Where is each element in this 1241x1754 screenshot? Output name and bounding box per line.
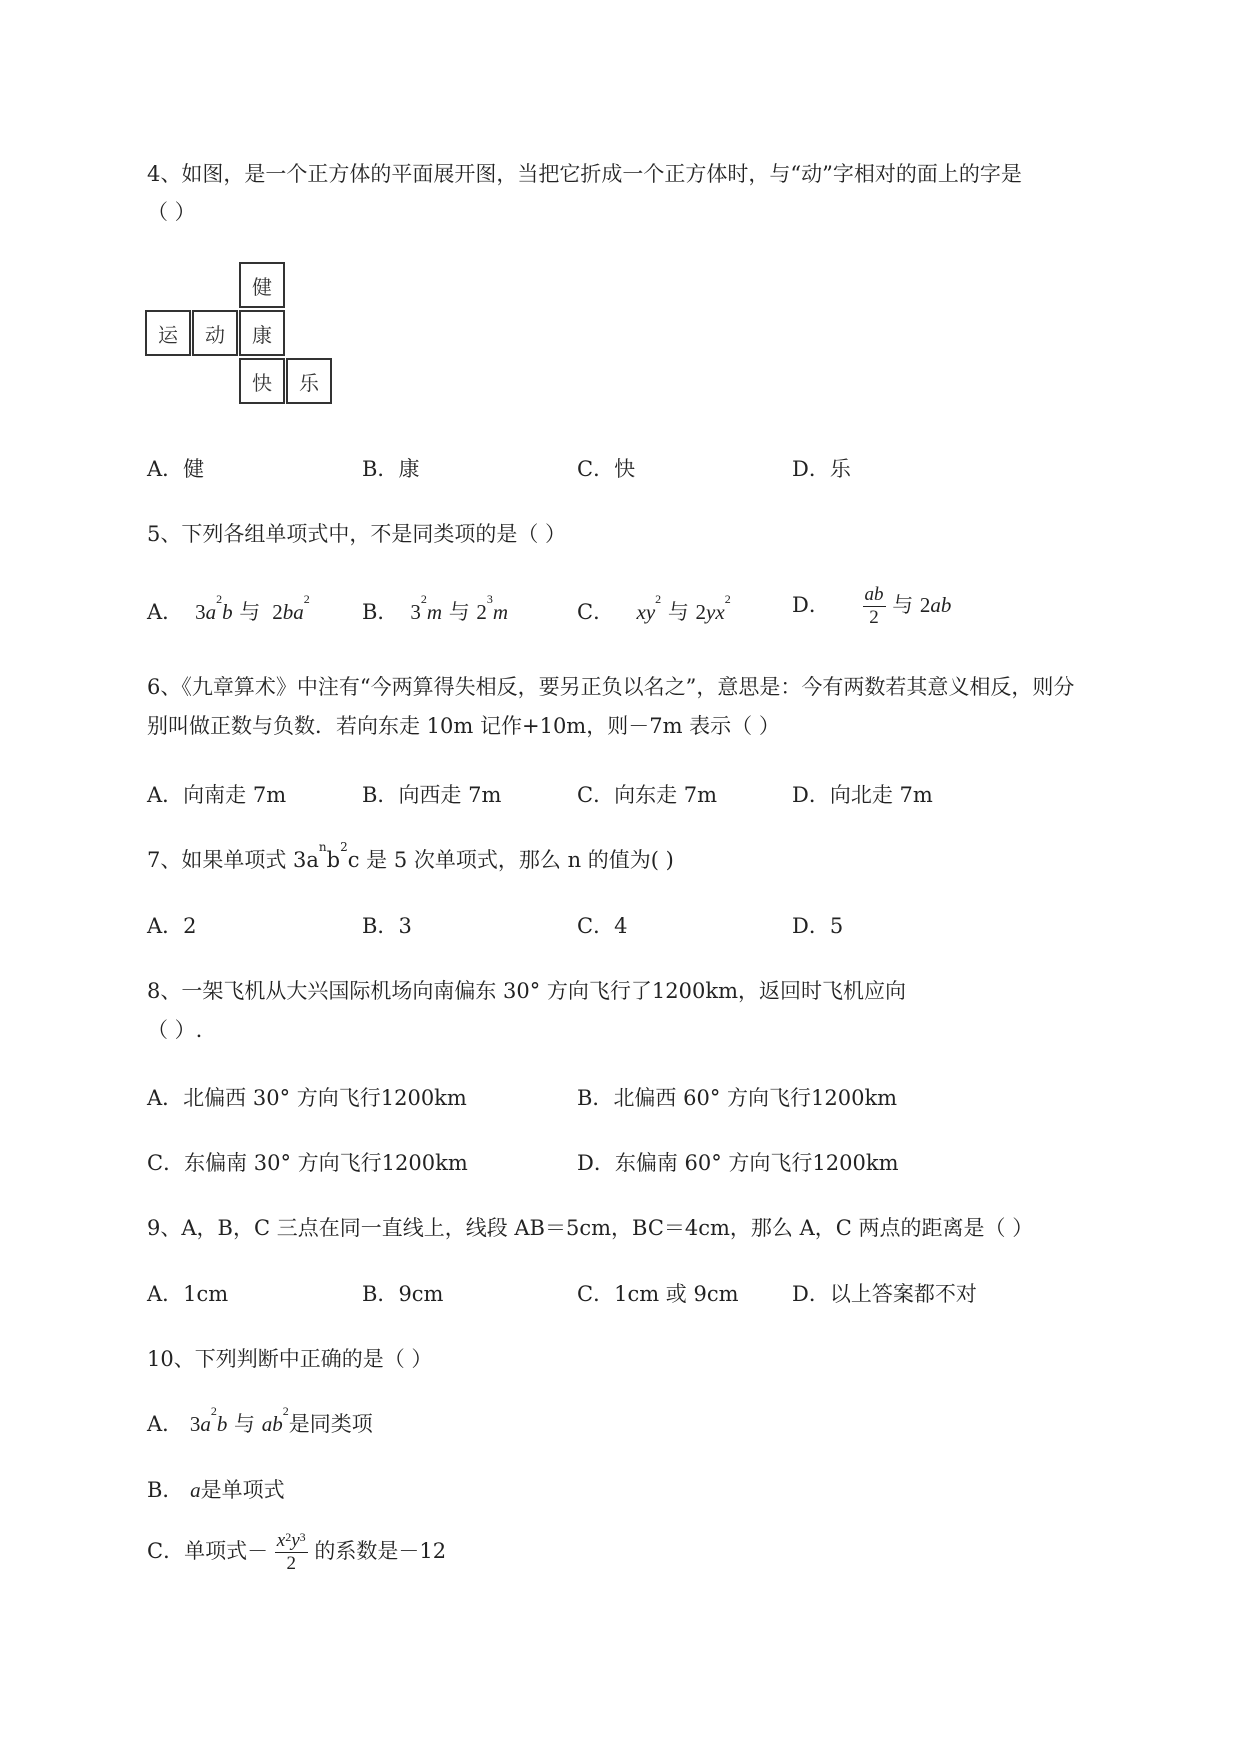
option-letter: A． <box>147 914 184 938</box>
with-word: 与 <box>448 600 470 624</box>
q6-option-d[interactable] <box>792 779 933 809</box>
option-text: 向北走 7m <box>829 783 933 807</box>
option-text: 北偏西 60° 方向飞行1200km <box>613 1086 898 1110</box>
math-expr: $3a^2b$ <box>189 1404 228 1436</box>
math-expr: $3a^2b$ <box>189 592 233 624</box>
net-cell-bottom-right: 乐 <box>286 358 332 404</box>
option-text: 东偏南 60° 方向飞行1200km <box>614 1151 899 1175</box>
option-letter: A． <box>147 1086 184 1110</box>
option-letter: D． <box>792 1282 830 1306</box>
exponent: n <box>318 840 327 854</box>
net-cell-left1: 运 <box>145 310 191 356</box>
q7-stem-part: 7、如果单项式 3a <box>147 848 319 872</box>
option-text: 健 <box>183 457 205 481</box>
option-text: 向西走 7m <box>398 783 502 807</box>
option-text: 的系数是－12 <box>314 1539 447 1563</box>
q8-option-c[interactable] <box>147 1147 468 1177</box>
option-letter: D． <box>792 783 830 807</box>
net-cell-left2: 动 <box>192 310 238 356</box>
math-expr: $2yx^2$ <box>695 592 731 624</box>
option-letter: C． <box>577 457 615 481</box>
q6-line2: 别叫做正数与负数．若向东走 10m 记作+10m，则－7m 表示（ ） <box>147 714 780 738</box>
option-text: 东偏南 30° 方向飞行1200km <box>184 1151 468 1175</box>
q9-option-a[interactable] <box>147 1278 228 1308</box>
q8-option-d[interactable] <box>577 1147 899 1177</box>
option-text: 是单项式 <box>200 1478 285 1502</box>
q10-option-a[interactable] <box>147 1404 373 1438</box>
with-word: 与 <box>892 593 914 617</box>
option-letter: C． <box>577 1282 615 1306</box>
option-letter: A． <box>147 783 184 807</box>
option-letter: B． <box>362 600 399 624</box>
with-word: 与 <box>667 600 689 624</box>
q9-option-b[interactable] <box>362 1278 443 1308</box>
option-letter: A． <box>147 1282 184 1306</box>
fraction-ab-over-2: $\frac{ab}{2}$ <box>864 584 884 628</box>
q8-line1: 8、一架飞机从大兴国际机场向南偏东 30° 方向飞行了1200km，返回时飞机应向 <box>147 979 907 1003</box>
q4-option-c[interactable] <box>577 453 635 483</box>
net-cell-center: 康 <box>239 310 285 356</box>
q5-option-b[interactable] <box>362 592 509 626</box>
q7-stem-part: b <box>326 848 341 872</box>
math-expr: $ab^2$ <box>261 1404 289 1436</box>
option-letter: B． <box>362 783 399 807</box>
option-text: 5 <box>829 914 844 938</box>
option-letter: B． <box>577 1086 614 1110</box>
option-text: 乐 <box>829 457 851 481</box>
option-letter: C． <box>577 914 615 938</box>
fraction-x2y3-over-2: $\frac{x^2y^3}{2}$ <box>276 1530 306 1574</box>
option-letter: C． <box>147 1151 185 1175</box>
exponent: 2 <box>340 840 348 854</box>
q4-blank: （ ） <box>147 200 196 224</box>
q7-stem <box>147 840 674 874</box>
option-text: 北偏西 30° 方向飞行1200km <box>183 1086 467 1110</box>
option-text: 以上答案都不对 <box>829 1282 977 1306</box>
math-expr: $3^2m$ <box>405 592 443 624</box>
option-text: 1cm <box>183 1282 229 1306</box>
q7-stem-part: c 是 5 次单项式，那么 n 的值为( ) <box>347 848 674 872</box>
option-letter: A． <box>147 457 184 481</box>
option-letter: B． <box>362 914 399 938</box>
q9-stem: 9、A，B，C 三点在同一直线上，线段 AB＝5cm，BC＝4cm，那么 A，C 两点的距离是（ ） <box>147 1216 1034 1240</box>
option-text: 向东走 7m <box>614 783 718 807</box>
option-letter: B． <box>147 1478 184 1502</box>
cube-net-figure <box>145 262 335 407</box>
net-cell-top: 健 <box>239 262 285 308</box>
q10-option-c[interactable] <box>147 1530 446 1575</box>
q6-line1: 6、《九章算术》中注有“今两算得失相反，要另正负以名之”，意思是：今有两数若其意义相反，则分 <box>147 675 1075 699</box>
option-text: 康 <box>398 457 420 481</box>
option-letter: A． <box>147 1412 184 1436</box>
q6-option-b[interactable] <box>362 779 501 809</box>
q5-option-c[interactable] <box>577 592 731 626</box>
q6-option-c[interactable] <box>577 779 717 809</box>
option-text: 9cm <box>398 1282 444 1306</box>
q5-option-d[interactable] <box>792 584 951 629</box>
q9-option-d[interactable] <box>792 1278 977 1308</box>
net-cell-bottom: 快 <box>239 358 285 404</box>
q8-option-a[interactable] <box>147 1082 467 1112</box>
option-letter: C． <box>147 1539 185 1563</box>
option-letter: C． <box>577 600 615 624</box>
q5-option-a[interactable] <box>147 592 310 626</box>
math-expr: $xy^2$ <box>636 592 662 624</box>
option-letter: D． <box>792 914 830 938</box>
q4-option-a[interactable] <box>147 453 204 483</box>
with-word: 与 <box>239 600 261 624</box>
option-letter: D． <box>792 457 830 481</box>
q9-option-c[interactable] <box>577 1278 739 1308</box>
option-text: 是同类项 <box>288 1412 373 1436</box>
math-expr: 2ab <box>919 593 952 617</box>
q10-stem: 10、下列判断中正确的是（ ） <box>147 1347 433 1371</box>
option-letter: B． <box>362 1282 399 1306</box>
option-text: 向南走 7m <box>183 783 287 807</box>
option-letter: D． <box>792 593 830 617</box>
q6-option-a[interactable] <box>147 779 286 809</box>
q7-option-b[interactable] <box>362 910 412 940</box>
option-text: 4 <box>614 914 628 938</box>
q5-stem: 5、下列各组单项式中，不是同类项的是（ ） <box>147 522 567 546</box>
math-expr: $2^3m$ <box>476 592 509 624</box>
q8-option-b[interactable] <box>577 1082 897 1112</box>
option-letter: A． <box>147 600 184 624</box>
option-text: 1cm 或 9cm <box>614 1282 739 1306</box>
math-var: a <box>190 1478 201 1502</box>
q7-option-a[interactable] <box>147 910 197 940</box>
q4-stem: 4、如图，是一个正方体的平面展开图，当把它折成一个正方体时，与“动”字相对的面上的字是 <box>147 162 1022 186</box>
q4-option-b[interactable] <box>362 453 419 483</box>
q4-option-d[interactable] <box>792 453 851 483</box>
option-text: 单项式－ <box>184 1539 269 1563</box>
q7-option-c[interactable] <box>577 910 627 940</box>
option-letter: C． <box>577 783 615 807</box>
option-text: 2 <box>183 914 197 938</box>
math-expr: $2ba^2$ <box>266 592 310 624</box>
option-text: 快 <box>614 457 636 481</box>
option-letter: D． <box>577 1151 615 1175</box>
q7-option-d[interactable] <box>792 910 843 940</box>
q8-line2: （ ）. <box>147 1018 203 1042</box>
option-letter: B． <box>362 457 399 481</box>
q10-option-b[interactable] <box>147 1474 285 1504</box>
option-text: 3 <box>398 914 412 938</box>
with-word: 与 <box>234 1412 256 1436</box>
